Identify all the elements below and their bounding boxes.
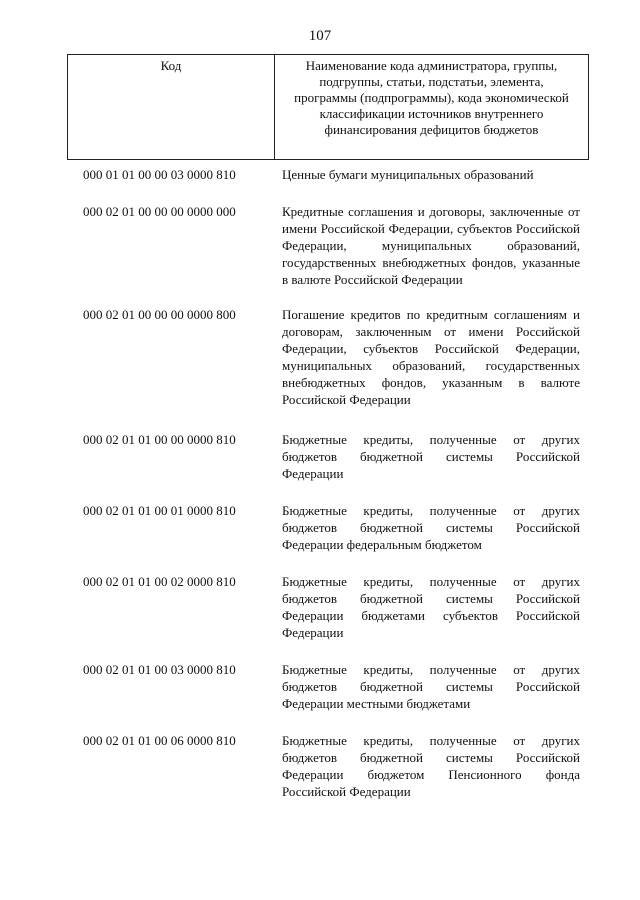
table-header — [67, 54, 589, 160]
table-row — [0, 431, 640, 482]
row-code: 000 02 01 01 00 01 0000 810 — [83, 503, 236, 518]
table-row — [0, 203, 640, 288]
table-row — [0, 573, 640, 641]
table-row — [0, 502, 640, 553]
row-code: 000 01 01 00 00 03 0000 810 — [83, 167, 236, 182]
header-name-label: Наименование кода администратора, группы, подгруппы, статьи, подстатьи, элемента, программы (подпрограммы), кода экономической классификации источников внутреннего финансирования дефицитов бюджетов — [294, 58, 569, 137]
page-number: 107 — [308, 28, 332, 44]
header-code-label: Код — [68, 55, 275, 159]
table-row — [0, 306, 640, 408]
row-description: Бюджетные кредиты, полученные от других бюджетов бюджетной системы Российской Федерации бюджетами субъектов Российской Федерации — [282, 574, 580, 640]
row-code: 000 02 01 01 00 06 0000 810 — [83, 733, 236, 748]
classification-table-body — [0, 166, 640, 800]
row-code: 000 02 01 01 00 00 0000 810 — [83, 432, 236, 447]
row-code: 000 02 01 01 00 03 0000 810 — [83, 662, 236, 677]
row-code: 000 02 01 00 00 00 0000 000 — [83, 204, 236, 219]
table-row — [0, 732, 640, 800]
row-description: Бюджетные кредиты, полученные от других бюджетов бюджетной системы Российской Федерации бюджетом Пенсионного фонда Российской Федерации — [282, 733, 580, 799]
row-description: Ценные бумаги муниципальных образований — [282, 167, 534, 182]
row-code: 000 02 01 00 00 00 0000 800 — [83, 307, 236, 322]
table-row — [0, 166, 640, 183]
row-code: 000 02 01 01 00 02 0000 810 — [83, 574, 236, 589]
row-description: Бюджетные кредиты, полученные от других бюджетов бюджетной системы Российской Федерации местными бюджетами — [282, 662, 580, 711]
row-description: Бюджетные кредиты, полученные от других бюджетов бюджетной системы Российской Федерации федеральным бюджетом — [282, 503, 580, 552]
row-description: Бюджетные кредиты, полученные от других бюджетов бюджетной системы Российской Федерации — [282, 432, 580, 481]
row-description: Кредитные соглашения и договоры, заключенные от имени Российской Федерации, субъектов Российской Федерации, муниципальных образований, государственных внебюджетных фондов, указанные в валюте Российской Федерации — [282, 204, 580, 287]
row-description: Погашение кредитов по кредитным соглашениям и договорам, заключенным от имени Российской Федерации, субъектов Российской Федерации, муниципальных образований, государственных внебюджетных фондов, указанным в валюте Российской Федерации — [282, 307, 580, 407]
table-row — [0, 661, 640, 712]
